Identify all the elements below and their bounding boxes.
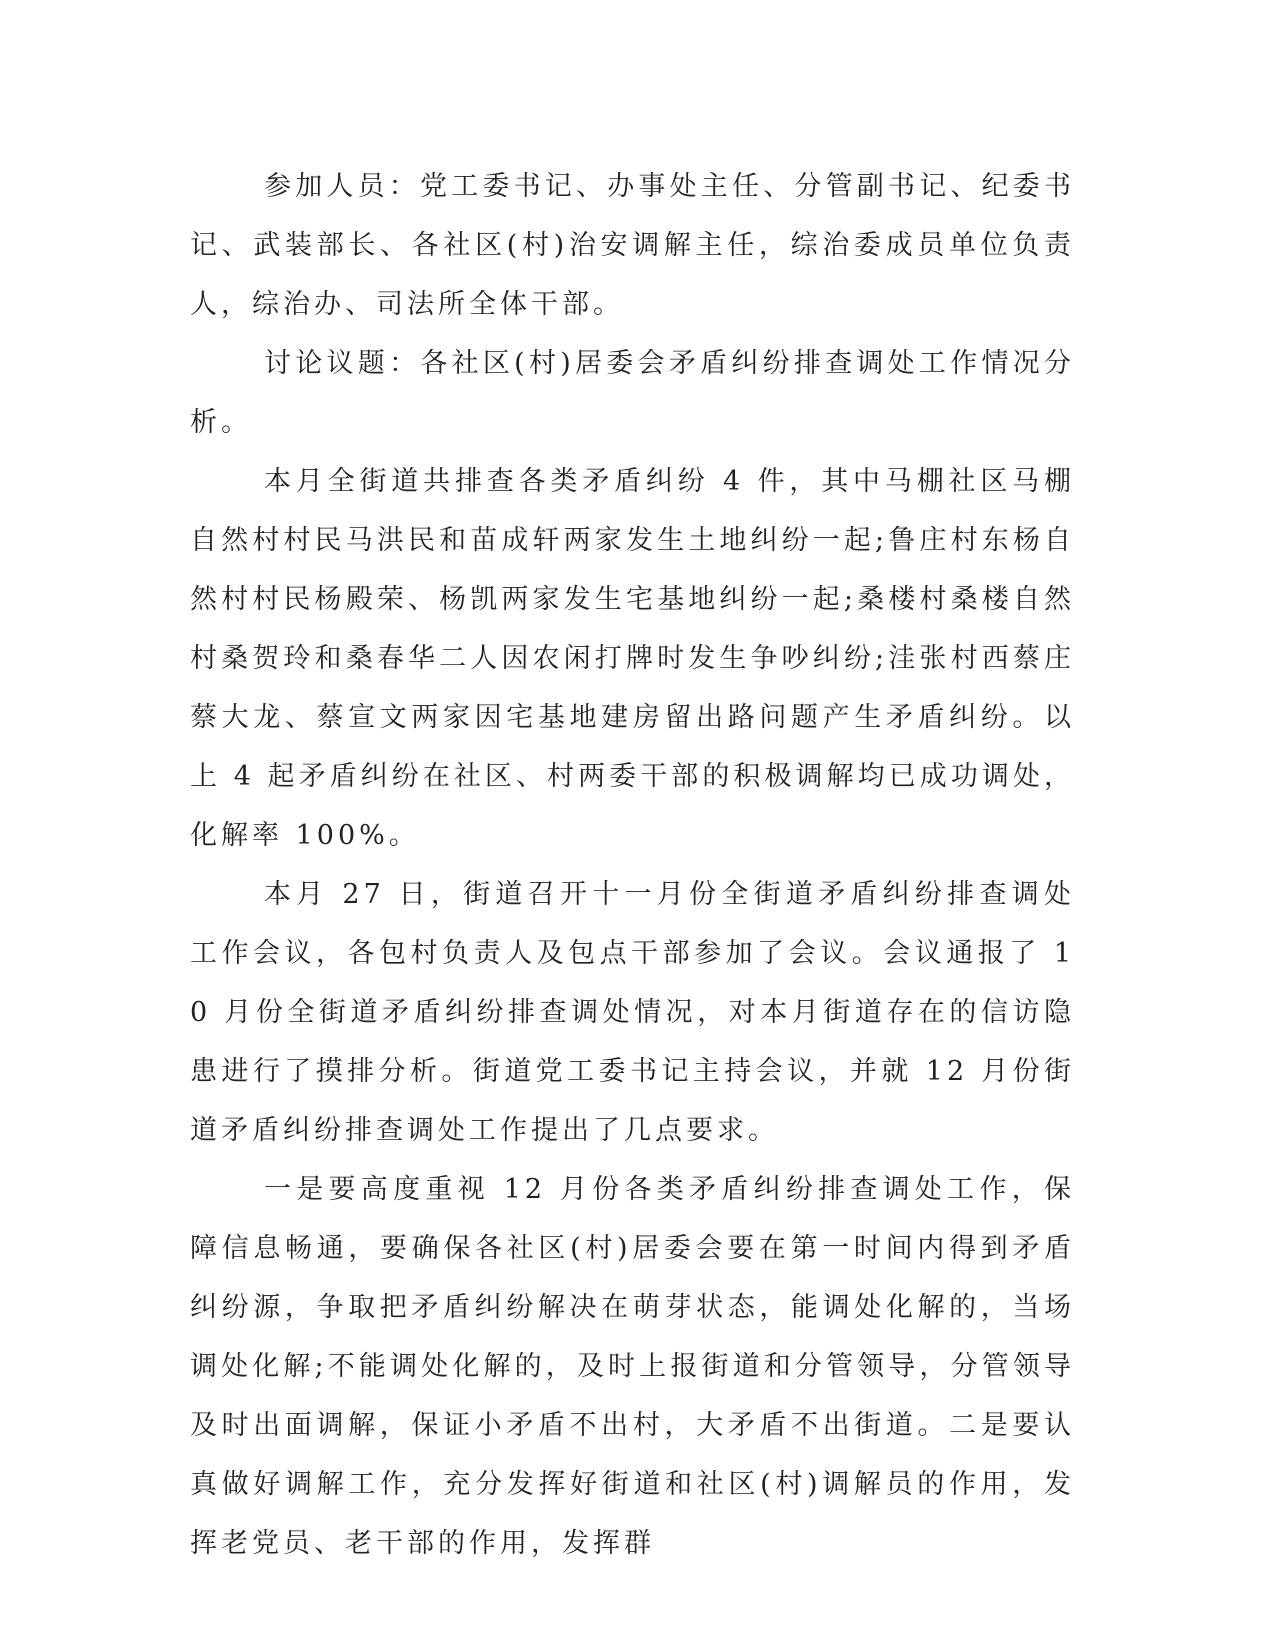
paragraph-requirements: 一是要高度重视 12 月份各类矛盾纠纷排查调处工作，保障信息畅通，要确保各社区(村)居委会要在第一时间内得到矛盾纠纷源，争取把矛盾纠纷解决在萌芽状态，能调处化解的，当场调处化解;不能调处化解的，及时上报街道和分管领导，分管领导及时出面调解，保证小矛盾不出村，大矛盾不出街道。二是要认真做好调解工作，充分发挥好街道和社区(村)调解员的作用，发挥老党员、老干部的作用，发挥群: [190, 1174, 1075, 1559]
paragraph-disputes-summary: 本月全街道共排查各类矛盾纠纷 4 件，其中马棚社区马棚自然村村民马洪民和苗成轩两家发生土地纠纷一起;鲁庄村东杨自然村村民杨殿荣、杨凯两家发生宅基地纠纷一起;桑楼村桑楼自然村桑贺玲和桑春华二人因农闲打牌时发生争吵纠纷;洼张村西蔡庄蔡大龙、蔡宣文两家因宅基地建房留出路问题产生矛盾纠纷。以上 4 起矛盾纠纷在社区、村两委干部的积极调解均已成功调处，化解率 100%。: [190, 466, 1075, 851]
paragraph-topic: 讨论议题：各社区(村)居委会矛盾纠纷排查调处工作情况分析。: [190, 348, 1075, 438]
paragraph-attendees: 参加人员：党工委书记、办事处主任、分管副书记、纪委书记、武装部长、各社区(村)治安调解主任，综治委成员单位负责人，综治办、司法所全体干部。: [190, 171, 1075, 320]
paragraph-meeting: 本月 27 日，街道召开十一月份全街道矛盾纠纷排查调处工作会议，各包村负责人及包点干部参加了会议。会议通报了 10 月份全街道矛盾纠纷排查调处情况，对本月街道存在的信访隐患进行了摸排分析。街道党工委书记主持会议，并就 12 月份街道矛盾纠纷排查调处工作提出了几点要求。: [190, 879, 1075, 1146]
